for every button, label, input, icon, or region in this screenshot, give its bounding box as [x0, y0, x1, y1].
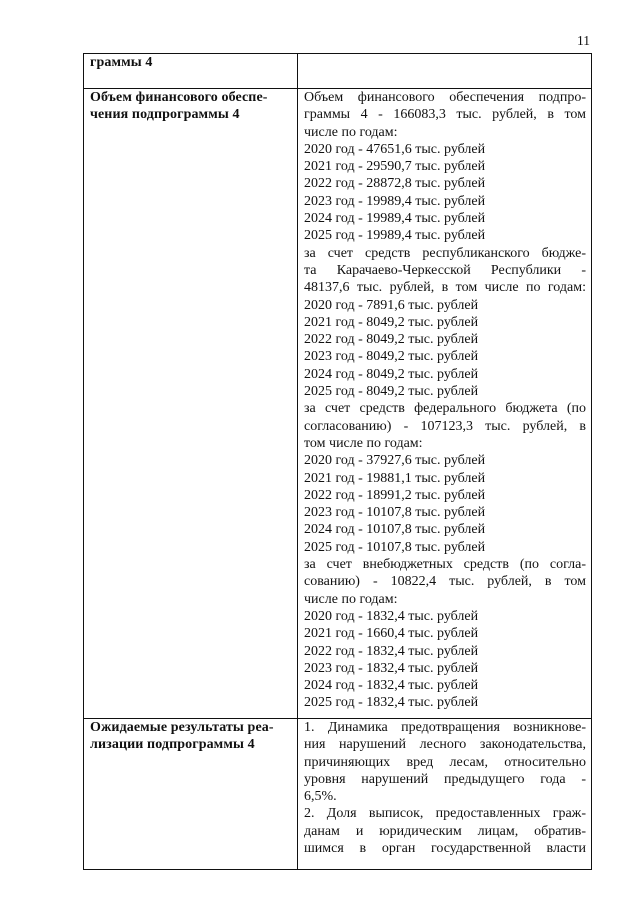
- label-line: лизации подпрограммы 4: [90, 737, 255, 753]
- text-line: 2022 год - 28872,8 тыс. рублей: [304, 176, 486, 192]
- text-line: согласованию) - 107123,3 тыс. рублей, в: [304, 418, 586, 434]
- text-line: 2025 год - 1832,4 тыс. рублей: [304, 695, 479, 711]
- text-line: 2024 год - 10107,8 тыс. рублей: [304, 522, 486, 538]
- text-line: 2020 год - 37927,6 тыс. рублей: [304, 453, 486, 469]
- table-row-expected-results: [84, 719, 592, 870]
- text-line: 2023 год - 10107,8 тыс. рублей: [304, 505, 486, 521]
- text-line: уровня нарушений предыдущего года -: [304, 771, 586, 787]
- text-line: 2024 год - 19989,4 тыс. рублей: [304, 211, 486, 227]
- text-line: 2020 год - 47651,6 тыс. рублей: [304, 141, 486, 157]
- text-line: 2025 год - 19989,4 тыс. рублей: [304, 228, 486, 244]
- row-label-cell: [84, 89, 298, 719]
- text-line: причиняющих вред лесам, относительно: [304, 754, 586, 770]
- text-line: 2025 год - 10107,8 тыс. рублей: [304, 539, 486, 555]
- text-line: 1. Динамика предотвращения возникнове-: [304, 720, 586, 735]
- row-value-cell-empty: [298, 54, 592, 89]
- text-line: 2021 год - 1660,4 тыс. рублей: [304, 626, 479, 642]
- results-details: [304, 719, 586, 857]
- text-line: та Карачаево-Черкесской Республики -: [304, 262, 586, 278]
- label-line: Объем финансового обеспе-: [90, 90, 268, 105]
- text-line: граммы 4 - 166083,3 тыс. рублей, в том: [304, 107, 586, 123]
- text-line: 2020 год - 7891,6 тыс. рублей: [304, 297, 479, 313]
- text-line: 2022 год - 18991,2 тыс. рублей: [304, 487, 486, 503]
- text-line: 2022 год - 8049,2 тыс. рублей: [304, 332, 479, 348]
- text-line: 2022 год - 1832,4 тыс. рублей: [304, 643, 479, 659]
- text-line: 2021 год - 8049,2 тыс. рублей: [304, 314, 479, 330]
- text-line: том числе по годам:: [304, 435, 423, 451]
- funding-details: [304, 89, 586, 712]
- text-line: за счет внебюджетных средств (по согла-: [304, 557, 586, 573]
- text-line: Объем финансового обеспечения подпро-: [304, 90, 586, 105]
- text-line: 2021 год - 29590,7 тыс. рублей: [304, 159, 486, 175]
- text-line: данам и юридическим лицам, обратив-: [304, 823, 586, 839]
- label-line: чения подпрограммы 4: [90, 107, 240, 123]
- text-line: 2023 год - 1832,4 тыс. рублей: [304, 660, 479, 676]
- table-row-continued-title: [84, 54, 592, 89]
- text-line: ния нарушений лесного законодательства,: [304, 737, 586, 753]
- row-label-continued: граммы 4: [90, 55, 153, 70]
- text-line: сованию) - 10822,4 тыс. рублей, в том: [304, 574, 586, 590]
- row-value-cell: [298, 719, 592, 870]
- text-line: 2024 год - 1832,4 тыс. рублей: [304, 678, 479, 694]
- row-label-cell: [84, 719, 298, 870]
- funding-label: [90, 89, 292, 124]
- text-line: 2025 год - 8049,2 тыс. рублей: [304, 384, 479, 400]
- row-label-cell: [84, 54, 298, 89]
- text-line: 2020 год - 1832,4 тыс. рублей: [304, 608, 479, 624]
- text-line: 2023 год - 19989,4 тыс. рублей: [304, 193, 486, 209]
- text-line: числе по годам:: [304, 591, 398, 607]
- text-line: шимся в орган государственной власти: [304, 841, 586, 857]
- text-line: за счет средств республиканского бюдже-: [304, 245, 586, 261]
- text-line: 2. Доля выписок, предоставленных граж-: [304, 806, 586, 822]
- text-line: 6,5%.: [304, 789, 337, 805]
- label-line: Ожидаемые результаты реа-: [90, 720, 274, 735]
- table-row-funding: [84, 89, 592, 719]
- subprogram-passport-table: [83, 53, 592, 870]
- text-line: 2024 год - 8049,2 тыс. рублей: [304, 366, 479, 382]
- page-number: 11: [577, 33, 590, 48]
- row-value-cell: [298, 89, 592, 719]
- text-line: 2023 год - 8049,2 тыс. рублей: [304, 349, 479, 365]
- text-line: 2021 год - 19881,1 тыс. рублей: [304, 470, 486, 486]
- text-line: числе по годам:: [304, 124, 398, 140]
- text-line: за счет средств федерального бюджета (по: [304, 401, 586, 417]
- results-label: [90, 719, 292, 754]
- text-line: 48137,6 тыс. рублей, в том числе по годам:: [304, 280, 586, 296]
